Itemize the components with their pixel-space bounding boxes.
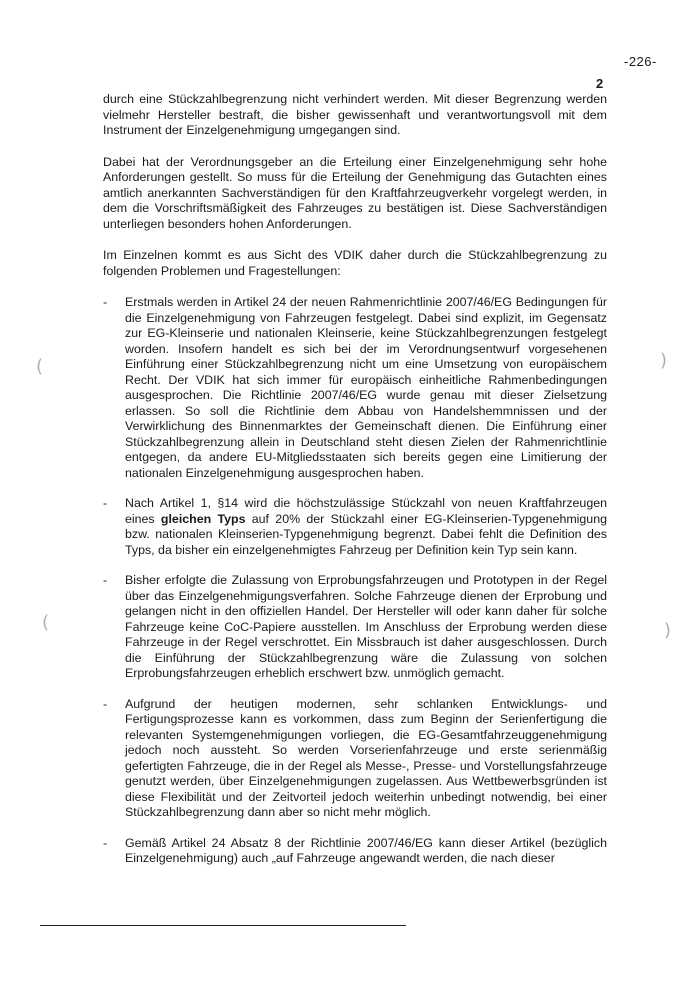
list-item-text: Aufgrund der heutigen modernen, sehr schlanken Entwicklungs- und Fertigungsprozesse kann es vorkommen, dass zum Beginn der Serienfertigung die relevanten Systemgenehmigungen vorliegen, die EG-Gesamtfahrzeuggenehmigung jedoch noch aussteht. So werden Vorserienfahrzeuge und erste serienmäßig gefertigten Fahrzeuge, die in der Regel als Messe-, Presse- und Vorstellungsfahrzeuge genutzt werden, über Einzelgenehmigungen zugelassen. Aus Wettbewerbsgründen ist diese Flexibilität und der Zeitvorteil jedoch weiterhin unbedingt notwendig, bei einer Stückzahlbegrenzung dann aber so nicht mehr möglich. — [125, 696, 607, 819]
punch-hole-mark: ( — [42, 612, 50, 633]
bullet-marker: - — [103, 835, 108, 850]
list-item — [103, 836, 607, 867]
list-item-text: Erstmals werden in Artikel 24 der neuen Rahmenrichtlinie 2007/46/EG Bedingungen für die Einzelgenehmigung von Fahrzeugen festgelegt. Dabei sind explizit, im Gegensatz zur EG-Kleinserie und nationalen Kleinserie, keine Stückzahlbegrenzungen festgelegt worden. Insofern handelt es sich bei der im Verordnungsentwurf vorgesehenen Einführung einer Stückzahlbegrenzung nicht um eine Umsetzung von europäischem Recht. Der VDIK hat sich immer für europäisch einheitliche Rahmenbedingungen ausgesprochen. Die Richtlinie 2007/46/EG wurde genau mit dieser Zielsetzung erlassen. So soll die Richtlinie dem Abbau von Handelshemmnissen und der Verwirklichung des Binnenmarktes der Gemeinschaft dienen. Die Einführung einer Stückzahlbegrenzung allein in Deutschland steht diesen Zielen der Rahmenrichtlinie entgegen, da andere EU-Mitgliedsstaaten sich bereits gegen eine Limitierung der nationalen Einzelgenehmigung ausgesprochen haben. — [125, 295, 607, 480]
archive-page-number: -226- — [624, 54, 657, 69]
bullet-marker: - — [103, 573, 108, 587]
punch-hole-mark: ) — [664, 620, 672, 641]
paragraph: Dabei hat der Verordnungsgeber an die Erteilung einer Einzelgenehmigung sehr hohe Anforderungen gestellt. So muss für die Erteilung der Genehmigung das Gutachten eines amtlich anerkannten Sachverständigen für den Kraftfahrzeugverkehr vorgelegt werden, in dem die Vorschriftsmäßigkeit des Fahrzeuges zu bestätigen ist. Diese Sachverständigen unterliegen besonders hohen Anforderungen. — [103, 154, 607, 231]
list-item — [103, 496, 607, 558]
paragraph: durch eine Stückzahlbegrenzung nicht verhindert werden. Mit dieser Begrenzung werden vielmehr Hersteller bestraft, die bisher gewissenhaft und verantwortungsvoll mit dem Instrument der Einzelgenehmigung umgegangen sind. — [103, 92, 607, 137]
bullet-marker: - — [103, 295, 108, 309]
list-item-text: Gemäß Artikel 24 Absatz 8 der Richtlinie 2007/46/EG kann dieser Artikel (bezüglich Einzelgenehmigung) auch „auf Fahrzeuge angewandt werden, die nach dieser — [125, 835, 607, 865]
list-item-text: Nach Artikel 1, §14 wird die höchstzulässige Stückzahl von neuen Kraftfahrzeugen eines gleichen Typs auf 20% der Stückzahl einer EG-Kleinserien-Typgenehmigung bzw. nationalen Kleinserien-Typgenehmigung begrenzt. Dabei fehlt die Definition des Typs, da bisher ein einzelgenehmigtes Fahrzeug per Definition kein Typ sein kann. — [125, 496, 607, 557]
page-number: 2 — [596, 76, 604, 91]
bullet-list — [103, 295, 607, 867]
punch-hole-mark: ( — [36, 356, 44, 377]
punch-hole-mark: ) — [660, 350, 668, 371]
list-item — [103, 697, 607, 821]
list-item-text: Bisher erfolgte die Zulassung von Erprobungsfahrzeugen und Prototypen in der Regel über das Einzelgenehmigungsverfahren. Solche Fahrzeuge dienen der Erprobung und gelangen nicht in den offiziellen Handel. Der Hersteller will oder kann daher für solche Fahrzeuge keine CoC-Papiere ausstellen. Im Anschluss der Erprobung werden diese Fahrzeuge in der Regel verschrottet. Ein Missbrauch ist daher ausgeschlossen. Durch die Einführung der Stückzahlbegrenzung wäre die Zulassung von solchen Erprobungsfahrzeugen erheblich erschwert bzw. unmöglich gemacht. — [125, 573, 607, 680]
paragraph: Im Einzelnen kommt es aus Sicht des VDIK daher durch die Stückzahlbegrenzung zu folgenden Problemen und Fragestellungen: — [103, 248, 607, 278]
emphasis-text: gleichen Typs — [160, 511, 246, 526]
bullet-marker: - — [103, 496, 108, 510]
list-item — [103, 295, 607, 481]
list-item — [103, 573, 607, 682]
footnote-separator — [40, 925, 406, 926]
document-body — [103, 92, 607, 882]
bullet-marker: - — [103, 696, 108, 711]
